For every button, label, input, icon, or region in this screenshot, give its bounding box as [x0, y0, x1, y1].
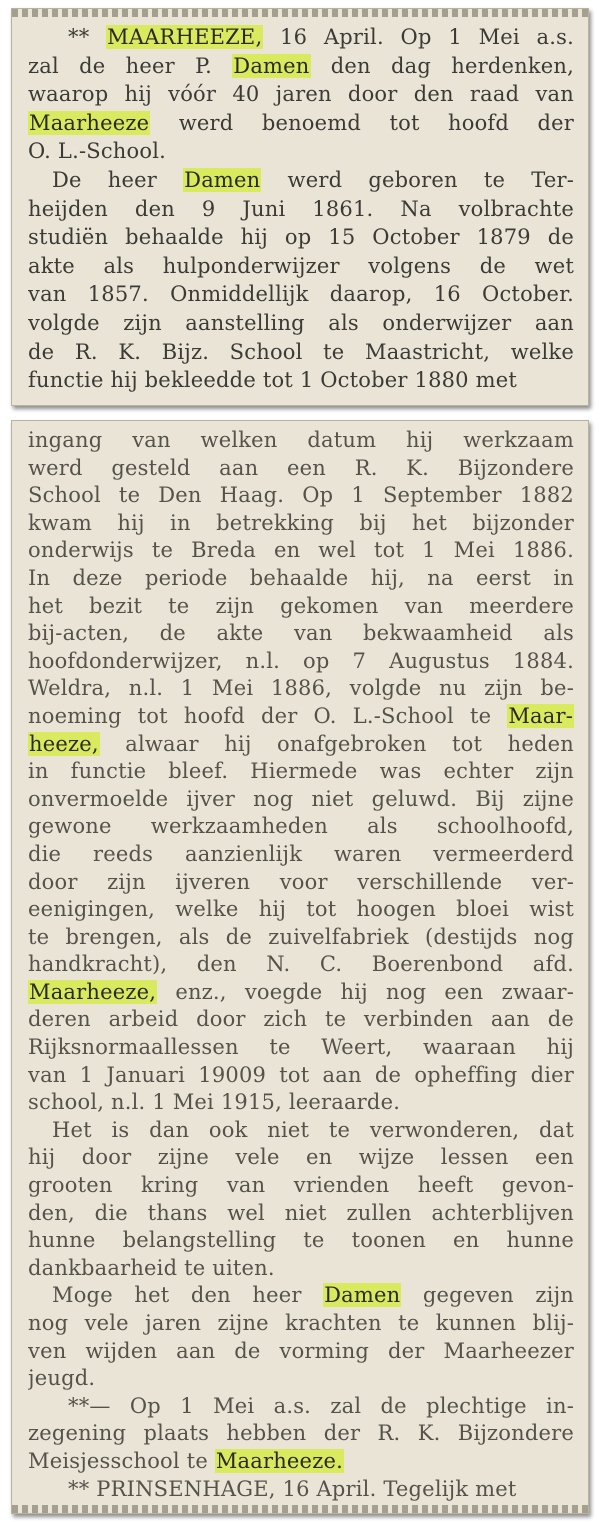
- text-line: [28, 109, 574, 138]
- text-segment: van 1 Januari 19009 tot aan de opheffing dier: [28, 1062, 574, 1087]
- text-segment: zal de heer P.: [28, 53, 233, 78]
- text-line: [28, 565, 574, 593]
- text-segment: deren arbeid door zich te verbinden aan de: [28, 1007, 574, 1032]
- highlighted-term: Maarheeze: [29, 110, 150, 135]
- text-line: [28, 979, 574, 1007]
- text-segment: heijden den 9 Juni 1861. Na volbrachte: [28, 196, 574, 221]
- text-segment: nog vele jaren zijne krachten te kunnen blij-: [28, 1311, 574, 1335]
- text-line: [28, 366, 574, 395]
- text-segment: **: [68, 25, 107, 49]
- newspaper-clipping-bottom: [11, 420, 589, 1514]
- text-segment: werd geboren te Ter-: [261, 167, 574, 192]
- text-line: [28, 869, 574, 897]
- text-segment: werd benoemd tot hoofd der: [150, 110, 574, 135]
- text-segment: grooten kring van vrienden heeft gevon-: [28, 1173, 574, 1198]
- text-line: [28, 1227, 574, 1255]
- text-line: [28, 1144, 574, 1172]
- text-line: [28, 309, 574, 338]
- text-line: [28, 1089, 574, 1117]
- text-line: [28, 223, 574, 252]
- text-segment: De heer: [52, 167, 184, 192]
- text-line: [28, 482, 574, 510]
- text-segment: alwaar hij onafgebroken tot heden: [99, 731, 574, 756]
- text-line: [28, 1117, 574, 1145]
- highlighted-term: Maarheeze,: [29, 979, 157, 1004]
- text-line: [28, 23, 574, 52]
- highlighted-term: Damen: [184, 167, 261, 192]
- highlighted-term: Maar-: [508, 703, 573, 728]
- text-line: [28, 1255, 574, 1283]
- text-segment: 16 April. Op 1 Mei a.s.: [263, 25, 574, 49]
- text-line: [28, 195, 574, 224]
- text-segment: studiën behaalde hij op 15 October 1879 de: [28, 225, 574, 250]
- text-line: [28, 510, 574, 538]
- text-segment: hij door zijne vele en wijze lessen een: [28, 1145, 574, 1170]
- highlighted-term: Maarheeze.: [215, 1448, 343, 1473]
- text-segment: dankbaarheid te uiten.: [28, 1255, 275, 1280]
- text-line: [28, 280, 574, 309]
- text-line: [28, 703, 574, 731]
- text-segment: ven wijden aan de vorming der Maarheezer: [28, 1338, 574, 1363]
- text-segment: werd gesteld aan een R. K. Bijzondere: [28, 455, 574, 480]
- text-line: [28, 427, 574, 455]
- text-segment: ** PRINSENHAGE, 16 April. Tegelijk met: [68, 1476, 517, 1501]
- text-segment: In deze periode behaalde hij, na eerst in: [28, 565, 574, 590]
- text-segment: de R. K. Bijz. School te Maastricht, welke: [28, 339, 574, 364]
- highlighted-term: MAARHEEZE,: [107, 25, 263, 49]
- text-line: [28, 813, 574, 841]
- article-text-part-2: [12, 427, 588, 1503]
- highlighted-term: Damen: [233, 53, 310, 78]
- text-segment: akte als hulponderwijzer volgens de wet: [28, 253, 574, 278]
- text-segment: Moge het den heer: [52, 1283, 324, 1308]
- text-line: [28, 896, 574, 924]
- text-line: [28, 1310, 574, 1338]
- article-text-part-1: [12, 23, 588, 395]
- text-line: [28, 786, 574, 814]
- text-line: [28, 620, 574, 648]
- text-segment: Het is dan ook niet te verwonderen, dat: [52, 1117, 574, 1142]
- text-segment: ingang van welken datum hij werkzaam: [28, 428, 574, 452]
- torn-edge: [12, 1505, 588, 1513]
- text-line: [28, 80, 574, 109]
- text-line: [28, 52, 574, 81]
- text-segment: zegening plaats hebben der R. K. Bijzondere: [28, 1421, 574, 1446]
- text-line: [28, 252, 574, 281]
- text-segment: noeming tot hoofd der O. L.-School te: [28, 703, 508, 728]
- text-segment: gegeven zijn: [401, 1283, 574, 1308]
- text-segment: hunne belangstelling te toonen en hunne: [28, 1228, 574, 1253]
- text-line: [28, 1393, 574, 1421]
- text-line: [28, 537, 574, 565]
- text-line: [28, 951, 574, 979]
- text-segment: O. L.-School.: [28, 139, 167, 164]
- text-line: [28, 758, 574, 786]
- text-line: [28, 1006, 574, 1034]
- text-line: [28, 1448, 574, 1476]
- text-segment: van 1857. Onmiddellijk daarop, 16 October.: [28, 282, 574, 307]
- text-line: [28, 593, 574, 621]
- text-segment: in functie bleef. Hiermede was echter zijn: [28, 759, 574, 784]
- torn-edge: [12, 9, 588, 17]
- text-line: [28, 338, 574, 367]
- highlighted-term: heeze,: [29, 731, 99, 756]
- text-line: [28, 731, 574, 759]
- text-line: [28, 1420, 574, 1448]
- text-line: [28, 137, 574, 166]
- text-segment: handkracht), den N. C. Boerenbond afd.: [28, 952, 574, 977]
- text-segment: School te Den Haag. Op 1 September 1882: [28, 483, 574, 508]
- text-line: [28, 924, 574, 952]
- text-segment: die reeds aanzienlijk waren vermeerderd: [28, 841, 574, 866]
- text-line: [28, 1172, 574, 1200]
- text-segment: het bezit te zijn gekomen van meerdere: [28, 593, 574, 618]
- text-segment: school, n.l. 1 Mei 1915, leeraarde.: [28, 1090, 401, 1115]
- text-segment: Rijksnormaallessen te Weert, waaraan hij: [28, 1035, 574, 1060]
- text-segment: bij-acten, de akte van bekwaamheid als: [28, 621, 574, 646]
- text-line: [28, 1476, 574, 1504]
- text-segment: eenigingen, welke hij tot hoogen bloei wist: [28, 897, 574, 922]
- text-line: [28, 1338, 574, 1366]
- text-line: [28, 1365, 574, 1393]
- text-line: [28, 1034, 574, 1062]
- text-segment: gewone werkzaamheden als schoolhoofd,: [28, 814, 574, 839]
- text-segment: den, die thans wel niet zullen achterblijven: [28, 1200, 574, 1225]
- text-segment: Meisjesschool te: [28, 1448, 215, 1473]
- text-segment: onvermoelde ijver nog niet geluwd. Bij zijne: [28, 786, 574, 811]
- text-line: [28, 675, 574, 703]
- text-segment: Weldra, n.l. 1 Mei 1886, volgde nu zijn be-: [28, 676, 574, 701]
- text-segment: door zijn ijveren voor verschillende ver-: [28, 869, 574, 894]
- text-line: [28, 1200, 574, 1228]
- text-segment: volgde zijn aanstelling als onderwijzer aan: [28, 310, 574, 335]
- text-segment: kwam hij in betrekking bij het bijzonder: [28, 510, 574, 535]
- text-line: [28, 1062, 574, 1090]
- text-segment: hoofdonderwijzer, n.l. op 7 Augustus 1884.: [28, 648, 574, 673]
- newspaper-clipping-top: [11, 8, 589, 406]
- text-line: [28, 648, 574, 676]
- text-segment: te brengen, als de zuivelfabriek (destijds nog: [28, 924, 574, 949]
- text-segment: onderwijs te Breda en wel tot 1 Mei 1886.: [28, 538, 574, 563]
- text-segment: jeugd.: [28, 1366, 96, 1391]
- text-segment: enz., voegde hij nog een zwaar-: [157, 979, 574, 1004]
- text-segment: **— Op 1 Mei a.s. zal de plechtige in-: [68, 1393, 574, 1418]
- text-line: [28, 166, 574, 195]
- text-line: [28, 841, 574, 869]
- text-segment: waarop hij vóór 40 jaren door den raad van: [28, 82, 574, 107]
- text-line: [28, 455, 574, 483]
- text-segment: den dag herdenken,: [310, 53, 574, 78]
- text-line: [28, 1282, 574, 1310]
- highlighted-term: Damen: [324, 1283, 401, 1308]
- text-segment: functie hij bekleedde tot 1 October 1880 met: [28, 368, 518, 393]
